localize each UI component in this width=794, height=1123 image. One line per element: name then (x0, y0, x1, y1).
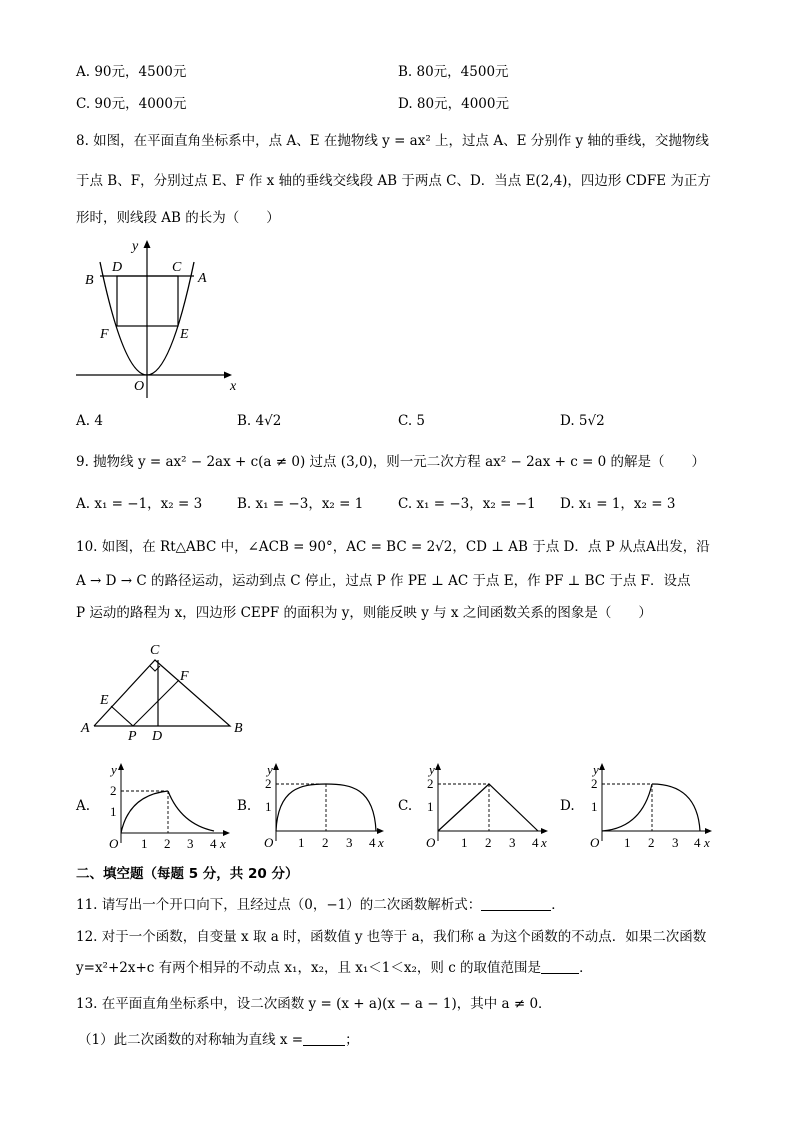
graph-c-tick-x2: 2 (485, 835, 492, 850)
q10-option-a-letter: A. (76, 798, 91, 814)
q10-label-f: F (180, 669, 189, 684)
q10-option-c-letter: C. (398, 798, 413, 814)
q8-label-x: x (230, 379, 237, 394)
graph-a-tick-x3: 3 (187, 836, 194, 851)
q12-text-line2: y=x²+2x+c 有两个相异的不动点 x₁，x₂，且 x₁＜1＜x₂，则 c 的取值范围是 (76, 960, 542, 976)
q10-label-e: E (100, 693, 109, 708)
q9-text: 9. 抛物线 y = ax² − 2ax + c(a ≠ 0) 过点 (3,0)，则一元二次方程 ax² − 2ax + c = 0 的解是（ ） (76, 454, 706, 470)
q8-label-a: A (198, 271, 207, 286)
q10-triangle-figure (78, 638, 258, 743)
q7-option-a: A. 90元，4500元 (76, 64, 187, 80)
q10-option-b-letter: B. (237, 798, 252, 814)
q11-text: 11. 请写出一个开口向下，且经过点（0，−1）的二次函数解析式： (76, 897, 482, 913)
q8-option-d: D. 5√2 (560, 413, 605, 429)
q10-text-line2: A → D → C 的路径运动，运动到点 C 停止，过点 P 作 PE ⊥ AC 于点 E，作 PF ⊥ BC 于点 F．设点 (76, 573, 691, 589)
graph-b-tick-y2: 2 (265, 776, 272, 791)
q12-line2 (76, 958, 593, 978)
graph-c-tick-x1: 1 (461, 835, 468, 850)
graph-d-label-o: O (590, 835, 600, 850)
q7-option-d: D. 80元，4000元 (398, 96, 509, 112)
graph-d-tick-y2: 2 (591, 776, 598, 791)
graph-b-tick-x2: 2 (322, 835, 329, 850)
q8-option-b: B. 4√2 (237, 413, 282, 429)
q8-option-a: A. 4 (76, 413, 103, 429)
graph-a-tick-x1: 1 (141, 836, 148, 851)
q9-option-c: C. x₁ = −3，x₂ = −1 (398, 496, 536, 512)
graph-d-tick-x4: 4 (694, 835, 701, 850)
q8-label-o: O (134, 379, 145, 394)
q10-label-c: C (150, 643, 160, 658)
q9-option-a: A. x₁ = −1，x₂ = 3 (76, 496, 203, 512)
graph-c-tick-x3: 3 (509, 835, 516, 850)
graph-c-label-o: O (426, 835, 436, 850)
graph-c-label-y: y (429, 762, 435, 777)
q13-sub1-text: （1）此二次函数的对称轴为直线 x = (78, 1032, 304, 1048)
graph-a-label-o: O (109, 836, 119, 851)
graph-d-tick-x2: 2 (648, 835, 655, 850)
graph-b-label-y: y (267, 762, 273, 777)
graph-d-tick-y1: 1 (591, 799, 598, 814)
graph-b-tick-x1: 1 (298, 835, 305, 850)
q7-option-c: C. 90元，4000元 (76, 96, 187, 112)
q10-graph-d (580, 758, 720, 853)
q10-graph-a (98, 758, 233, 853)
q10-label-b: B (234, 721, 243, 736)
q11-end: ． (551, 897, 565, 913)
q8-label-d: D (112, 260, 123, 275)
q12-text-line1: 12. 对于一个函数，自变量 x 取 a 时，函数值 y 也等于 a，我们称 a 为这个函数的不动点．如果二次函数 (76, 929, 707, 945)
q8-label-e: E (180, 327, 189, 342)
q12-answer-blank[interactable] (541, 959, 579, 974)
graph-a-label-x: x (220, 836, 226, 851)
graph-c-label-x: x (541, 835, 547, 850)
graph-b-label-x: x (378, 835, 384, 850)
q8-label-b: B (85, 273, 94, 288)
graph-d-label-x: x (704, 835, 710, 850)
q8-label-f: F (100, 327, 109, 342)
q8-text-line1: 8. 如图，在平面直角坐标系中，点 A、E 在抛物线 y = ax² 上，过点 A、E 分别作 y 轴的垂线，交抛物线 (76, 133, 709, 149)
q10-text-line3: P 运动的路程为 x，四边形 CEPF 的面积为 y，则能反映 y 与 x 之间函数关系的图象是（ ） (76, 605, 652, 621)
q11-line (76, 895, 565, 915)
q11-answer-blank[interactable] (481, 896, 551, 911)
graph-c-tick-y2: 2 (427, 776, 434, 791)
graph-c-tick-x4: 4 (532, 835, 539, 850)
graph-b-label-o: O (264, 835, 274, 850)
graph-a-tick-x4: 4 (210, 836, 217, 851)
q9-option-d: D. x₁ = 1，x₂ = 3 (560, 496, 676, 512)
graph-d-tick-x1: 1 (624, 835, 631, 850)
graph-d-tick-x3: 3 (672, 835, 679, 850)
q13-sub1-end: ； (345, 1032, 359, 1048)
q8-label-y: y (132, 239, 139, 254)
graph-c-tick-y1: 1 (427, 799, 434, 814)
q10-label-p: P (128, 729, 137, 743)
q13-sub1-answer-blank[interactable] (303, 1031, 345, 1046)
q10-graph-c (418, 758, 548, 853)
q8-text-line3: 形时，则线段 AB 的长为（ ） (76, 210, 280, 226)
q10-label-a: A (81, 721, 90, 736)
q8-parabola-figure (72, 232, 242, 402)
graph-d-label-y: y (593, 762, 599, 777)
q10-text-line1: 10. 如图，在 Rt△ABC 中，∠ACB = 90°，AC = BC = 2√2，CD ⊥ AB 于点 D．点 P 从点A出发，沿 (76, 539, 710, 555)
graph-a-tick-x2: 2 (164, 836, 171, 851)
q7-option-b: B. 80元，4500元 (398, 64, 509, 80)
graph-a-tick-y2: 2 (110, 783, 117, 798)
graph-b-tick-x4: 4 (369, 835, 376, 850)
q10-graph-b (256, 758, 386, 853)
q13-sub1 (78, 1030, 359, 1050)
q8-option-c: C. 5 (398, 413, 426, 429)
q13-text: 13. 在平面直角坐标系中，设二次函数 y = (x + a)(x − a − 1)，其中 a ≠ 0． (76, 996, 552, 1012)
q9-option-b: B. x₁ = −3，x₂ = 1 (237, 496, 364, 512)
q8-text-line2: 于点 B、F，分别过点 E、F 作 x 轴的垂线交线段 AB 于两点 C、D．当点 E(2,4)，四边形 CDFE 为正方 (76, 173, 711, 189)
q10-option-d-letter: D. (560, 798, 575, 814)
q12-end: ． (579, 960, 593, 976)
graph-b-tick-y1: 1 (265, 799, 272, 814)
graph-a-label-y: y (111, 762, 117, 777)
q8-label-c: C (172, 260, 182, 275)
section-title-fill-in: 二、填空题（每题 5 分，共 20 分） (76, 866, 299, 882)
graph-b-tick-x3: 3 (346, 835, 353, 850)
graph-a-tick-y1: 1 (110, 804, 117, 819)
q10-label-d: D (152, 729, 163, 743)
